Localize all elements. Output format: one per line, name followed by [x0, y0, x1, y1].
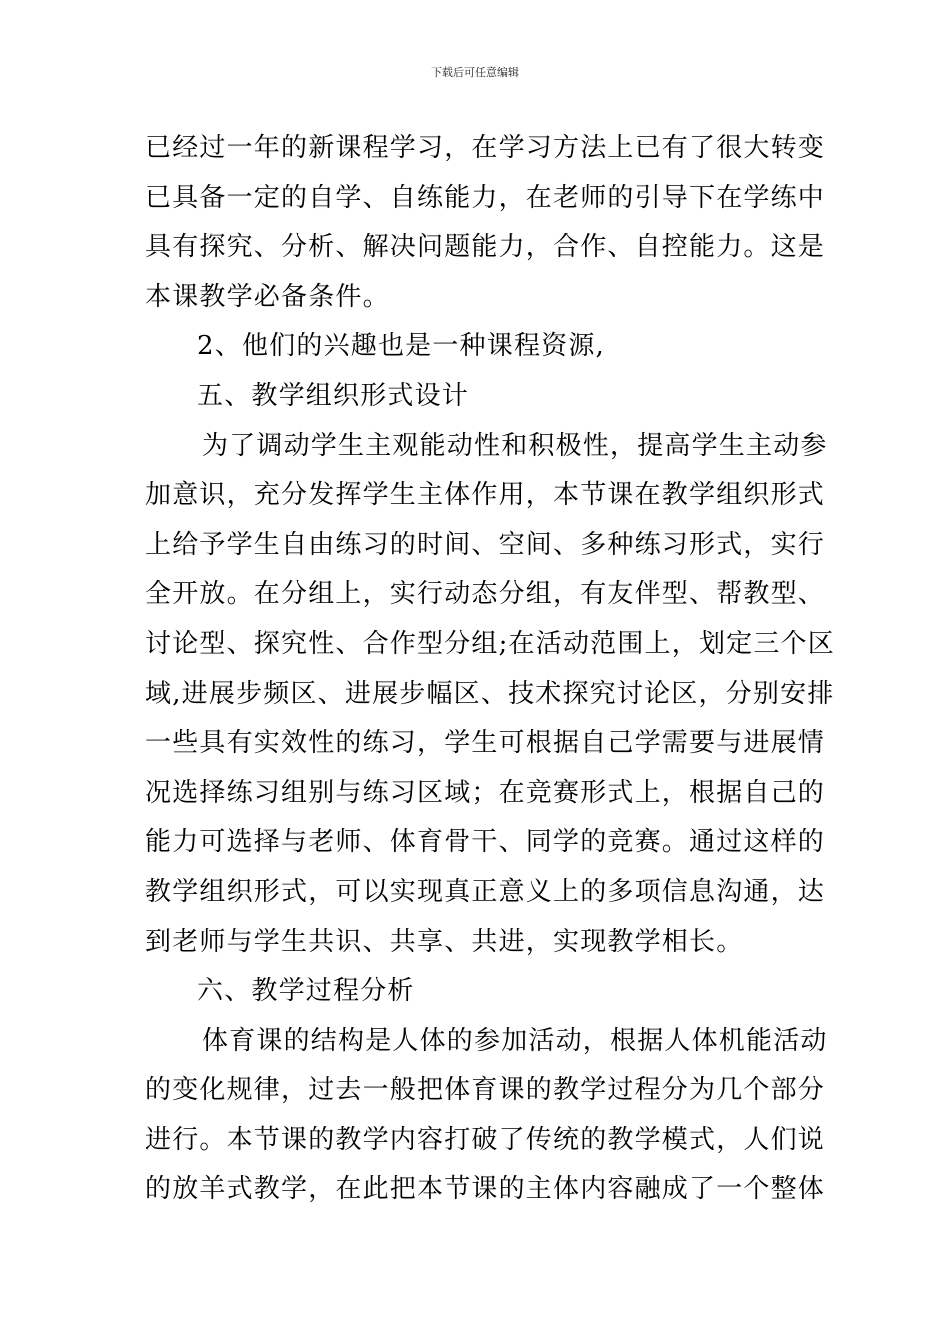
section-heading: 五、教学组织形式设计 [197, 380, 470, 411]
text-line: 讨论型、探究性、合作型分组;在活动范围上，划定三个区 [145, 628, 835, 659]
text-line: 2、他们的兴趣也是一种课程资源, [197, 331, 606, 362]
text-line: 域,进展步频区、进展步幅区、技术探究讨论区，分别安排 [145, 678, 835, 709]
section-heading: 六、教学过程分析 [197, 976, 415, 1007]
text-line: 况选择练习组别与练习区域；在竞赛形式上，根据自己的 [145, 777, 826, 808]
text-line: 上给予学生自由练习的时间、空间、多种练习形式，实行 [145, 529, 826, 560]
text-line: 进行。本节课的教学内容打破了传统的教学模式，人们说 [145, 1124, 826, 1155]
page-header: 下载后可任意编辑 [431, 66, 519, 79]
text-line: 的放羊式教学，在此把本节课的主体内容融成了一个整体 [145, 1174, 826, 1205]
text-line: 为了调动学生主观能动性和积极性，提高学生主动参 [202, 430, 828, 461]
text-line: 的变化规律，过去一般把体育课的教学过程分为几个部分 [145, 1075, 826, 1106]
text-line: 全开放。在分组上，实行动态分组，有友伴型、帮教型、 [145, 579, 826, 610]
document-body [145, 124, 835, 1215]
text-line: 本课教学必备条件。 [145, 281, 390, 312]
text-line: 到老师与学生共识、共享、共进，实现教学相长。 [145, 926, 744, 957]
text-line: 加意识，充分发挥学生主体作用，本节课在教学组织形式 [145, 480, 826, 511]
text-line: 已经过一年的新课程学习，在学习方法上已有了很大转变 [145, 133, 826, 163]
text-line: 能力可选择与老师、体育骨干、同学的竞赛。通过这样的 [145, 827, 826, 858]
text-line: 体育课的结构是人体的参加活动，根据人体机能活动 [202, 1025, 828, 1056]
text-line: 教学组织形式，可以实现真正意义上的多项信息沟通，达 [145, 876, 826, 907]
text-line: 一些具有实效性的练习，学生可根据自己学需要与进展情 [145, 728, 826, 759]
text-line: 具有探究、分析、解决问题能力，合作、自控能力。这是 [145, 232, 826, 263]
text-line: 已具备一定的自学、自练能力，在老师的引导下在学练中 [145, 182, 826, 213]
